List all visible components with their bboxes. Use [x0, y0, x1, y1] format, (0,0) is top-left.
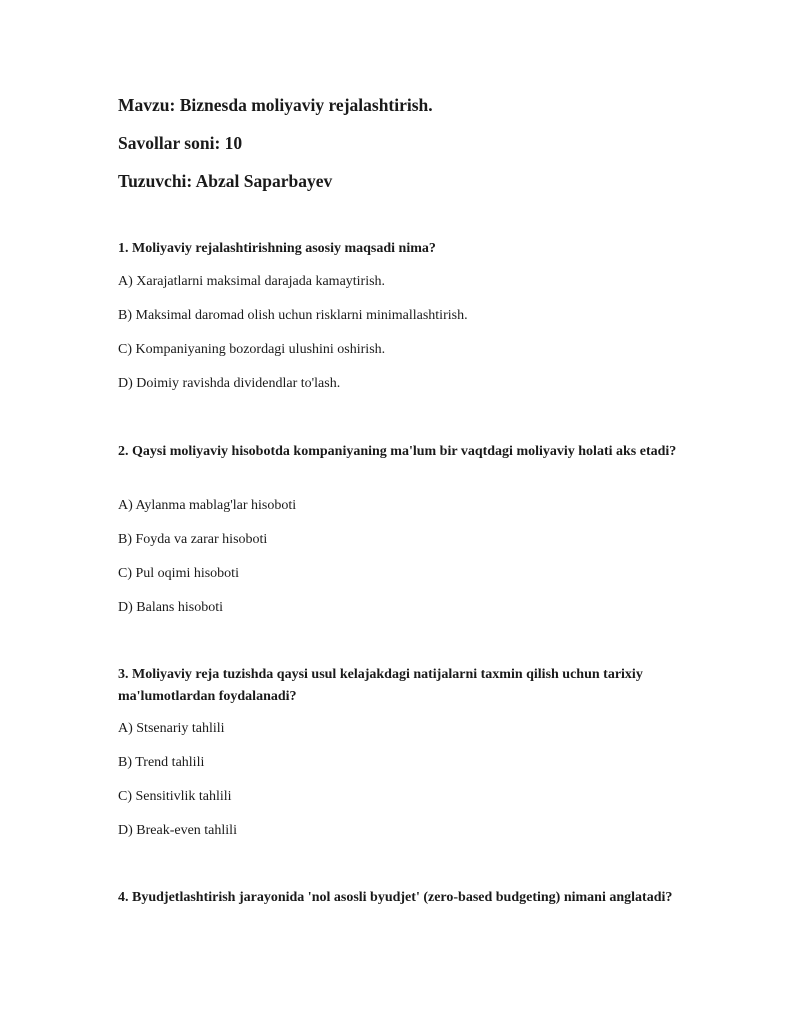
question-2-option-d: D) Balans hisoboti	[118, 600, 223, 615]
author-heading: Tuzuvchi: Abzal Saparbayev	[118, 171, 333, 191]
question-3-option-a: A) Stsenariy tahlili	[118, 721, 225, 736]
question-3-option-d: D) Break-even tahlili	[118, 823, 237, 838]
question-1-option-d: D) Doimiy ravishda dividendlar to'lash.	[118, 376, 341, 391]
question-3-option-b: B) Trend tahlili	[118, 755, 205, 770]
topic-heading: Mavzu: Biznesda moliyaviy rejalashtirish.	[118, 95, 433, 115]
question-3-text: 3. Moliyaviy reja tuzishda qaysi usul kelajakdagi natijalarni taxmin qilish uchun tarixiy ma'lumotlardan foydalanadi?	[118, 667, 643, 704]
question-1-text: 1. Moliyaviy rejalashtirishning asosiy maqsadi nima?	[118, 241, 436, 256]
question-2-option-c: C) Pul oqimi hisoboti	[118, 566, 239, 581]
question-count-heading: Savollar soni: 10	[118, 133, 243, 153]
question-4-text: 4. Byudjetlashtirish jarayonida 'nol asosli byudjet' (zero-based budgeting) nimani anglatadi?	[118, 890, 673, 905]
question-2-option-b: B) Foyda va zarar hisoboti	[118, 532, 268, 547]
question-1-option-c: C) Kompaniyaning bozordagi ulushini oshirish.	[118, 342, 386, 357]
question-3-option-c: C) Sensitivlik tahlili	[118, 789, 232, 804]
question-1-option-b: B) Maksimal daromad olish uchun risklarni minimallashtirish.	[118, 308, 468, 323]
question-2-option-a: A) Aylanma mablag'lar hisoboti	[118, 498, 297, 513]
question-2-text: 2. Qaysi moliyaviy hisobotda kompaniyaning ma'lum bir vaqtdagi moliyaviy holati aks etadi?	[118, 444, 677, 459]
question-1-option-a: A) Xarajatlarni maksimal darajada kamaytirish.	[118, 274, 386, 289]
